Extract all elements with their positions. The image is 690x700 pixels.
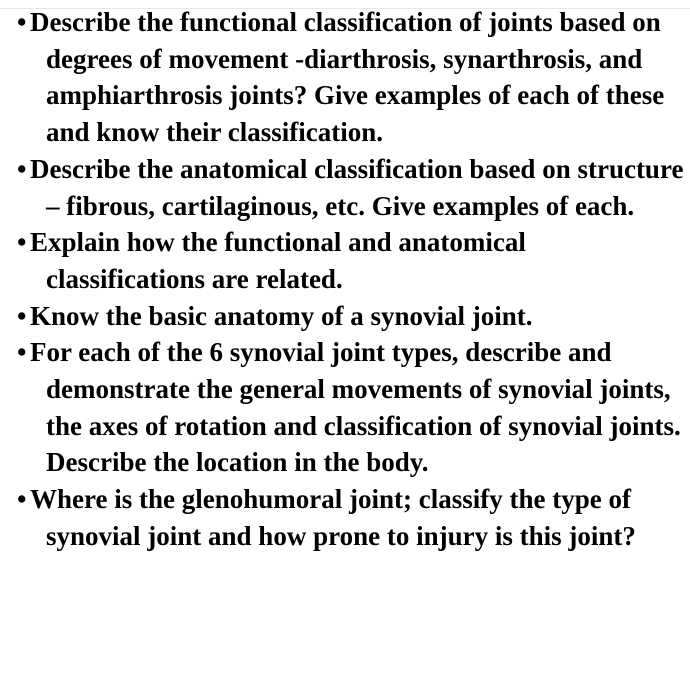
bullet-dot-icon: • [17, 153, 27, 184]
bullet-dot-icon: • [17, 300, 27, 331]
bullet-dot-icon: • [17, 227, 27, 258]
bullet-text: Explain how the functional and anatomical classifications are related. [30, 227, 526, 294]
bullet-text: Where is the glenohumoral joint; classify the type of synovial joint and how prone to injury is this joint? [30, 484, 636, 551]
list-item [0, 224, 690, 297]
bullet-dot-icon: • [17, 7, 27, 37]
bullet-dot-icon: • [17, 484, 27, 515]
bullet-text: Describe the anatomical classification based on structure – fibrous, cartilaginous, etc. Give examples of each. [30, 153, 684, 221]
bullet-text: Know the basic anatomy of a synovial joint. [30, 300, 533, 331]
list-item [0, 151, 690, 224]
bullet-text: Describe the functional classification of joints based on degrees of movement -diarthrosis, synarthrosis, and amphiarthrosis joints? Give examples of each of these and know their classification. [30, 7, 665, 148]
list-item [0, 4, 690, 151]
bullet-dot-icon: • [17, 337, 27, 368]
list-item [0, 334, 690, 481]
bullet-text: For each of the 6 synovial joint types, describe and demonstrate the general movements of synovial joints, the axes of rotation and classification of synovial joints. Describe the location in the body. [30, 337, 681, 478]
study-guide-bullet-list [0, 4, 690, 555]
list-item [0, 298, 690, 335]
list-item [0, 481, 690, 554]
